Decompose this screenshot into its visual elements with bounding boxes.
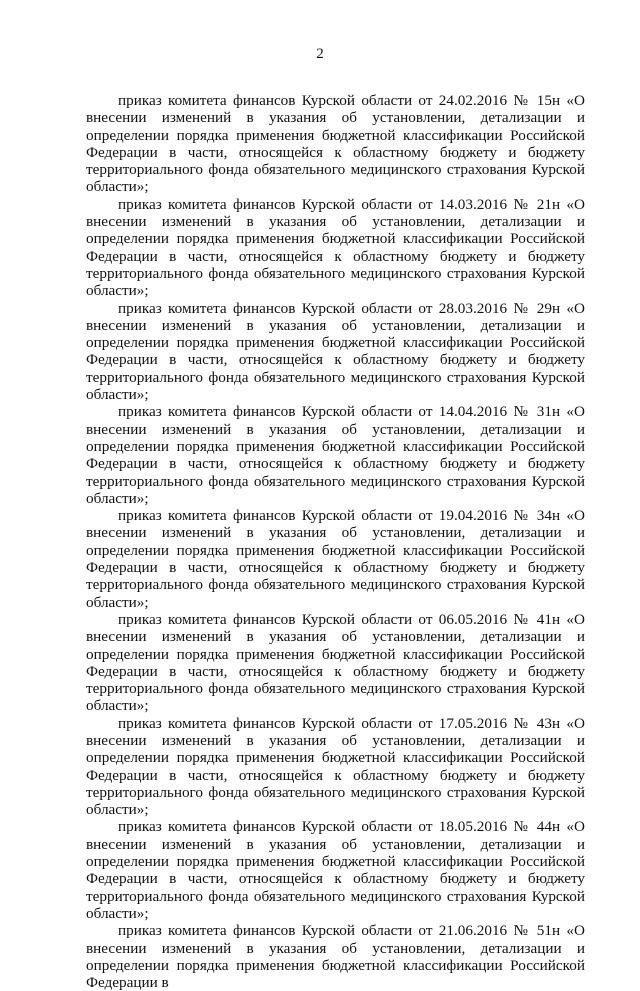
order-paragraph: приказ комитета финансов Курской области от 24.02.2016 № 15н «О внесении изменений в указания об установлении, детализации и определении порядка применения бюджетной классификации Российской Федерации в части, относящейся к областному бюджету и бюджету территориального фонда обязательного медицинского страхования Курской области»; [86, 92, 585, 196]
order-paragraph-continued: приказ комитета финансов Курской области от 21.06.2016 № 51н «О внесении изменений в указания об установлении, детализации и определении порядка применения бюджетной классификации Российской Федерации в [86, 922, 585, 991]
page-number: 2 [316, 46, 324, 62]
order-paragraph: приказ комитета финансов Курской области от 14.03.2016 № 21н «О внесении изменений в указания об установлении, детализации и определении порядка применения бюджетной классификации Российской Федерации в части, относящейся к областному бюджету и бюджету территориального фонда обязательного медицинского страхования Курской области»; [86, 195, 585, 300]
order-paragraph: приказ комитета финансов Курской области от 17.05.2016 № 43н «О внесении изменений в указания об установлении, детализации и определении порядка применения бюджетной классификации Российской Федерации в части, относящейся к областному бюджету и бюджету территориального фонда обязательного медицинского страхования Курской области»; [86, 714, 585, 819]
order-paragraph: приказ комитета финансов Курской области от 06.05.2016 № 41н «О внесении изменений в указания об установлении, детализации и определении порядка применения бюджетной классификации Российской Федерации в части, относящейся к областному бюджету и бюджету территориального фонда обязательного медицинского страхования Курской области»; [86, 610, 585, 715]
document-body [86, 92, 585, 991]
order-paragraph: приказ комитета финансов Курской области от 28.03.2016 № 29н «О внесении изменений в указания об установлении, детализации и определении порядка применения бюджетной классификации Российской Федерации в части, относящейся к областному бюджету и бюджету территориального фонда обязательного медицинского страхования Курской области»; [86, 299, 585, 404]
order-paragraph: приказ комитета финансов Курской области от 19.04.2016 № 34н «О внесении изменений в указания об установлении, детализации и определении порядка применения бюджетной классификации Российской Федерации в части, относящейся к областному бюджету и бюджету территориального фонда обязательного медицинского страхования Курской области»; [86, 507, 585, 611]
order-paragraph: приказ комитета финансов Курской области от 14.04.2016 № 31н «О внесении изменений в указания об установлении, детализации и определении порядка применения бюджетной классификации Российской Федерации в части, относящейся к областному бюджету и бюджету территориального фонда обязательного медицинского страхования Курской области»; [86, 403, 585, 507]
order-paragraph: приказ комитета финансов Курской области от 18.05.2016 № 44н «О внесении изменений в указания об установлении, детализации и определении порядка применения бюджетной классификации Российской Федерации в части, относящейся к областному бюджету и бюджету территориального фонда обязательного медицинского страхования Курской области»; [86, 818, 585, 922]
